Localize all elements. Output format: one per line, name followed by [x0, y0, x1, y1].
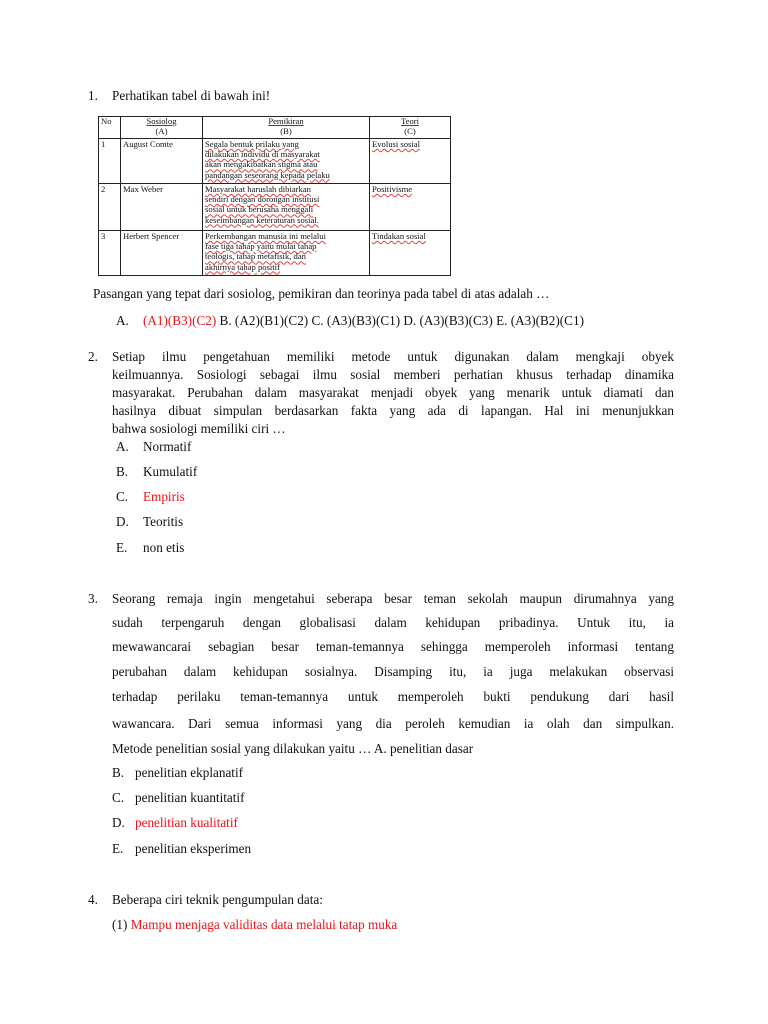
cell-teori: Tindakan sosial	[370, 231, 451, 276]
cell-sosiolog: August Comte	[121, 139, 203, 184]
q2-number: 2.	[88, 349, 98, 364]
header-pemikiran: Pemikiran (B)	[203, 117, 370, 139]
q2-option: C. Empiris	[116, 489, 185, 504]
cell-sosiolog: Max Weber	[121, 184, 203, 231]
table-header-row	[99, 117, 451, 139]
cell-pemikiran: Perkembangan manusia ini melalui fase tiga tahap yaitu mulai tahap teologis, tahap metafisik, dan akhirnya tahap positif	[203, 231, 370, 276]
cell-pemikiran: Segala bentuk prilaku yang dilakukan individu di masyarakat akan mengakibatkan stigma atau pandangan seseorang kepada pelaku	[203, 139, 370, 184]
q3-line: Seorang remaja ingin mengetahui seberapa besar teman sekolah maupun dirumahnya yang	[112, 591, 674, 606]
table-row	[99, 231, 451, 276]
q2-line: Setiap ilmu pengetahuan memiliki metode untuk digunakan dalam mengkaji obyek	[112, 349, 674, 364]
sociologist-table	[98, 116, 451, 276]
q3-line: terhadap perilaku teman-temannya untuk memperoleh bukti pendukung dari hasil	[112, 689, 674, 704]
cell-no: 3	[99, 231, 121, 276]
q1-stem: Pasangan yang tepat dari sosiolog, pemikiran dan teorinya pada tabel di atas adalah …	[93, 286, 550, 301]
q2-line: hasilnya dibuat simpulan berdasarkan fakta yang ada di lapangan. Hal ini menunjukkan	[112, 403, 674, 418]
q4-item-1: (1) Mampu menjaga validitas data melalui tatap muka	[112, 917, 398, 932]
q3-number: 3.	[88, 591, 98, 606]
q2-line: keilmuannya. Sosiologi sebagai ilmu sosial memberi perhatian khusus terhadap dinamika	[112, 367, 674, 382]
q2-option: A. Normatif	[116, 439, 192, 454]
q3-line: sudah terpengaruh dengan globalisasi dalam kehidupan pribadinya. Untuk itu, ia	[112, 615, 674, 630]
q1-options	[116, 313, 584, 329]
q3-line: wawancara. Dari semua informasi yang dia peroleh kemudian ia olah dan simpulkan.	[112, 716, 674, 731]
header-no: No	[99, 117, 121, 139]
q3-option: C. penelitian kuantitatif	[112, 790, 245, 805]
cell-pemikiran: Masyarakat haruslah dibiarkan sendiri dengan dorongan institusi sosial untuk berusaha menggali keseimbangan keteraturan sosial.	[203, 184, 370, 231]
header-teori: Teori (C)	[370, 117, 451, 139]
cell-no: 1	[99, 139, 121, 184]
q3-answer: penelitian kualitatif	[135, 815, 238, 830]
q2-option: B. Kumulatif	[116, 464, 198, 479]
q2-line: bahwa sosiologi memiliki ciri …	[112, 421, 286, 436]
cell-teori: Positivisme	[370, 184, 451, 231]
q3-line: mewawancarai sebagian besar teman-temannya sehingga memperoleh informasi tentang	[112, 639, 674, 654]
q2-answer: Empiris	[143, 489, 185, 504]
q1-options-rest: B. (A2)(B1)(C2) C. (A3)(B3)(C1) D. (A3)(B3)(C3) E. (A3)(B2)(C1)	[219, 313, 584, 328]
q3-option: B. penelitian ekplanatif	[112, 765, 244, 780]
table-row	[99, 184, 451, 231]
q4-number: 4.	[88, 892, 98, 907]
q3-line: Metode penelitian sosial yang dilakukan yaitu … A. penelitian dasar	[112, 741, 474, 756]
cell-teori: Evolusi sosial	[370, 139, 451, 184]
q3-option: D. penelitian kualitatif	[112, 815, 238, 830]
table-row	[99, 139, 451, 184]
header-sosiolog: Sosiolog (A)	[121, 117, 203, 139]
q2-line: masyarakat. Perubahan dalam masyarakat menjadi obyek yang menarik untuk diamati dan	[112, 385, 674, 400]
q1-prompt: Perhatikan tabel di bawah ini!	[112, 88, 271, 103]
q1-answer: (A1)(B3)(C2)	[143, 313, 217, 328]
cell-no: 2	[99, 184, 121, 231]
q4-prompt: Beberapa ciri teknik pengumpulan data:	[112, 892, 323, 907]
q3-option: E. penelitian eksperimen	[112, 841, 252, 856]
q1-number: 1.	[88, 88, 98, 103]
cell-sosiolog: Herbert Spencer	[121, 231, 203, 276]
q3-line: perubahan dalam kehidupan sosialnya. Disamping itu, ia juga melakukan observasi	[112, 664, 674, 679]
q2-option: D. Teoritis	[116, 514, 184, 529]
q1-option-a-letter: A.	[116, 313, 129, 328]
q4-item-1-text: Mampu menjaga validitas data melalui tatap muka	[130, 917, 398, 932]
q2-option: E. non etis	[116, 540, 185, 555]
